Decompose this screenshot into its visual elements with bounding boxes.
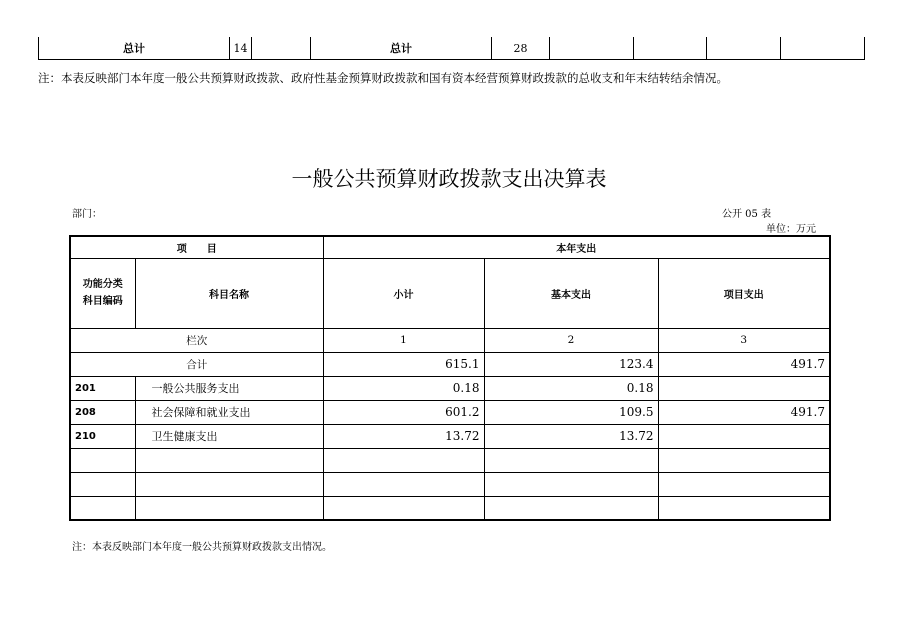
header-item: 项 目 [70,236,323,258]
column-index-2: 2 [484,328,658,352]
total-label-right: 总计 [311,37,492,60]
header-subject-name: 科目名称 [135,258,323,328]
column-index-label: 栏次 [70,328,323,352]
row-basic: 109.5 [484,400,658,424]
form-number: 公开 05 表 [722,209,772,220]
header-basic: 基本支出 [484,258,658,328]
page-title: 一般公共预算财政拨款支出决算表 [291,167,607,191]
row-project [658,424,830,448]
row-project [658,376,830,400]
header-func-code: 功能分类 科目编码 [70,258,135,328]
row-code: 208 [70,400,135,424]
bottom-note: 注：本表反映部门本年度一般公共预算财政拨款支出情况。 [72,542,332,553]
row-code: 201 [70,376,135,400]
column-index-3: 3 [658,328,830,352]
row-basic: 0.18 [484,376,658,400]
row-subtotal: 601.2 [323,400,484,424]
row-basic: 13.72 [484,424,658,448]
empty-row [70,448,830,472]
table-row [70,376,830,400]
total-value-right: 28 [492,37,550,60]
column-index-1: 1 [323,328,484,352]
empty-row [70,496,830,520]
unit-label: 单位：万元 [766,224,816,235]
total-row-label: 合计 [70,352,323,376]
table-row [70,400,830,424]
total-value-left: 14 [230,37,252,60]
header-project: 项目支出 [658,258,830,328]
row-subtotal: 13.72 [323,424,484,448]
empty-row [70,472,830,496]
department-label: 部门： [72,209,102,220]
row-name: 卫生健康支出 [135,424,323,448]
total-basic: 123.4 [484,352,658,376]
row-code: 210 [70,424,135,448]
expenditure-table [69,235,831,521]
row-subtotal: 0.18 [323,376,484,400]
total-label-left: 总计 [39,37,230,60]
row-name: 一般公共服务支出 [135,376,323,400]
header-subtotal: 小计 [323,258,484,328]
total-project: 491.7 [658,352,830,376]
previous-table-fragment [38,37,865,60]
total-subtotal: 615.1 [323,352,484,376]
header-current-year: 本年支出 [323,236,830,258]
top-note: 注：本表反映部门本年度一般公共预算财政拨款、政府性基金预算财政拨款和国有资本经营预算财政拨款的总收支和年末结转结余情况。 [38,71,728,85]
row-name: 社会保障和就业支出 [135,400,323,424]
table-row [70,424,830,448]
row-project: 491.7 [658,400,830,424]
